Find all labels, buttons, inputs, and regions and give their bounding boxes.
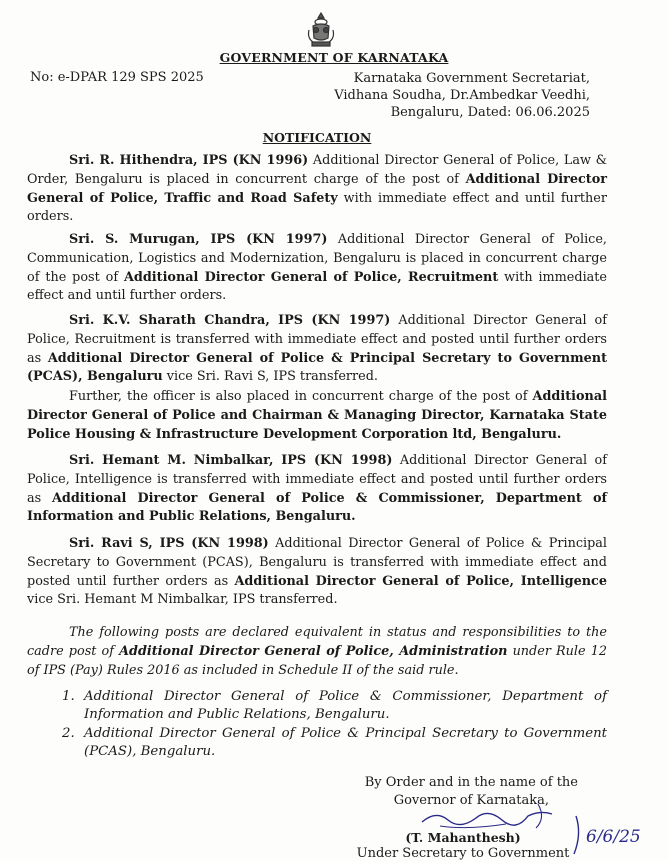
post-title: Additional Director General of Police, Administration <box>119 643 508 659</box>
list-item <box>62 688 607 723</box>
address-block <box>334 70 590 121</box>
paragraph-text: Additional Director General of Police & Principal Secretary to Government (PCAS), Bengaluru is transferred with immediate effect and posted until further orders as <box>27 536 607 589</box>
post-title: Additional Director General of Police, Traffic and Road Safety <box>27 171 607 206</box>
paragraph-equivalent-posts <box>27 624 607 680</box>
equivalent-posts-list <box>62 688 607 762</box>
post-title: Additional Director General of Police & Commissioner, Department of Information and Public Relations, Bengaluru. <box>27 490 608 525</box>
paragraph-sharath-chandra <box>27 312 607 387</box>
paragraph-text: Further, the officer is also placed in concurrent charge of the post of <box>69 389 533 404</box>
paragraph-nimbalkar <box>27 452 607 527</box>
paragraph-text: Additional Director General of Police, Communication, Logistics and Modernization, Bengaluru is placed in concurrent charge of the post of <box>27 232 607 285</box>
handwritten-date-text: 6/6/25 <box>586 827 641 847</box>
list-number: 1. <box>62 689 75 704</box>
paragraph-text: vice Sri. Hemant M Nimbalkar, IPS transferred. <box>27 592 338 608</box>
officer-name: Sri. S. Murugan, IPS (KN 1997) <box>69 232 328 247</box>
paragraph-text: Additional Director General of Police, Intelligence is transferred with immediate effect and posted until further orders as <box>27 453 607 506</box>
post-title: Additional Director General of Police & Principal Secretary to Government (PCAS), Bengaluru <box>27 350 607 385</box>
order-line: Governor of Karnataka, <box>393 793 550 808</box>
signatory-name: (T. Mahanthesh) <box>405 830 521 845</box>
list-item <box>62 725 607 760</box>
signature-scribble <box>418 800 558 834</box>
paragraph-text: under Rule 12 of IPS (Pay) Rules 2016 as included in Schedule II of the said rule. <box>27 643 607 678</box>
signatory-designation: Under Secretary to Government <box>356 846 570 861</box>
paragraph-text: vice Sri. Ravi S, IPS transferred. <box>162 369 378 385</box>
notification-title: NOTIFICATION <box>262 130 372 145</box>
address-line: Karnataka Government Secretariat, <box>353 71 590 86</box>
post-title: Additional Director General of Police, Intelligence <box>234 573 607 589</box>
list-number: 2. <box>62 726 75 741</box>
paragraph-concurrent-charge <box>27 388 607 444</box>
officer-name: Sri. R. Hithendra, IPS (KN 1996) <box>69 153 309 168</box>
paragraph-ravi <box>27 535 607 610</box>
government-title: GOVERNMENT OF KARNATAKA <box>219 50 449 65</box>
paragraph-murugan <box>27 231 607 306</box>
paragraph-text: Additional Director General of Police, Recruitment is transferred with immediate effect and posted until further orders as <box>27 313 607 366</box>
list-text: Additional Director General of Police & Commissioner, Department of Information and Public Relations, Bengaluru. <box>84 689 607 722</box>
paragraph-text: with immediate effect and until further orders. <box>27 269 608 304</box>
order-line: By Order and in the name of the <box>364 775 578 790</box>
address-line: Bengaluru, Dated: 06.06.2025 <box>390 105 590 120</box>
officer-name: Sri. Hemant M. Nimbalkar, IPS (KN 1998) <box>69 453 393 468</box>
paragraph-text: with immediate effect and until further orders. <box>27 190 607 225</box>
list-text: Additional Director General of Police & Principal Secretary to Government (PCAS), Bengaluru. <box>84 726 607 759</box>
post-title: Additional Director General of Police, Recruitment <box>123 269 499 285</box>
post-title: Additional Director General of Police and Chairman & Managing Director, Karnataka State Police Housing & Infrastructure Development Corporation ltd, Bengaluru. <box>27 389 607 442</box>
officer-name: Sri. Ravi S, IPS (KN 1998) <box>69 536 269 551</box>
karnataka-emblem-icon <box>304 10 338 50</box>
paragraph-text: Additional Director General of Police, Law & Order, Bengaluru is placed in concurrent charge of the post of <box>27 153 607 187</box>
officer-name: Sri. K.V. Sharath Chandra, IPS (KN 1997) <box>69 313 391 328</box>
paragraph-text: The following posts are declared equivalent in status and responsibilities to the cadre post of <box>27 625 607 659</box>
handwritten-date <box>572 812 662 858</box>
reference-number: No: e-DPAR 129 SPS 2025 <box>30 70 204 85</box>
address-line: Vidhana Soudha, Dr.Ambedkar Veedhi, <box>334 88 590 103</box>
paragraph-hithendra <box>27 152 607 227</box>
